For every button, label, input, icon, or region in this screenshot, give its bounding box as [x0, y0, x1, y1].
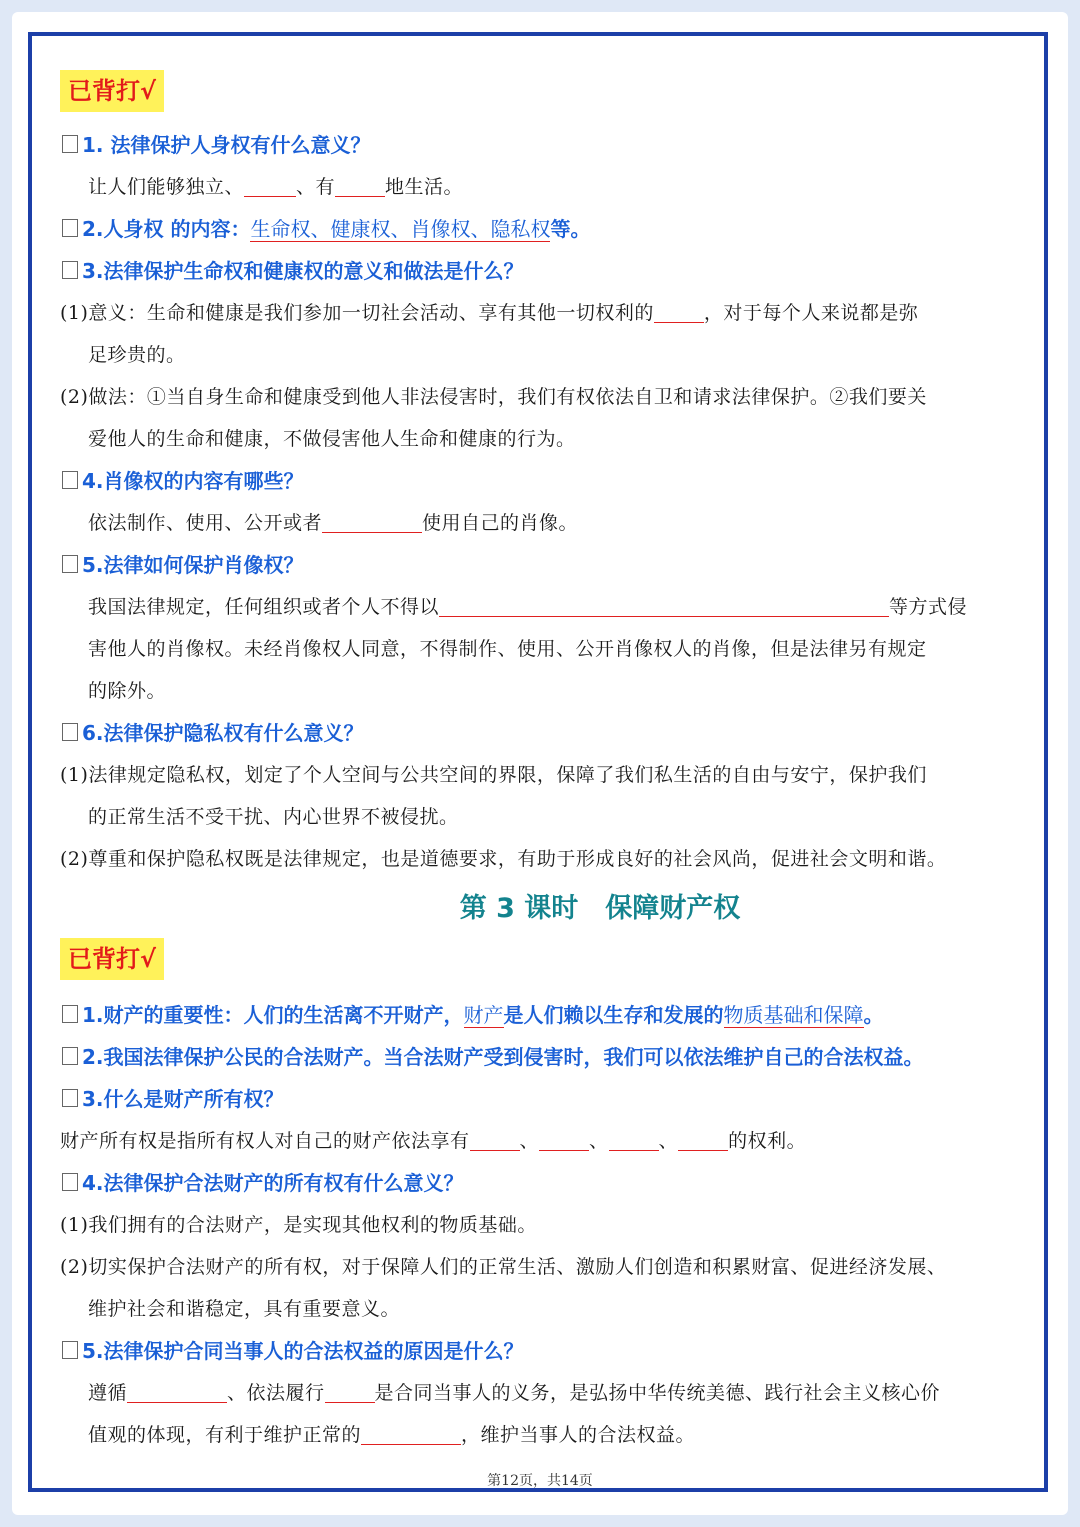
checkbox[interactable] [62, 723, 78, 741]
answer-5-cont2: 的除外。 [88, 680, 167, 702]
property-question-4[interactable]: 4.法律保护合法财产的所有权有什么意义？ [60, 1162, 1020, 1204]
answer-4: 依法制作、使用、公开或者 使用自己的肖像。 [60, 502, 1020, 544]
property-question-5[interactable]: 5.法律保护合同当事人的合法权益的原因是什么？ [60, 1330, 1020, 1372]
checkbox[interactable] [62, 219, 78, 237]
checkbox[interactable] [62, 1005, 78, 1023]
property-answer-4-2: (2)切实保护合法财产的所有权，对于保障人们的正常生活、激励人们创造和积累财富、促进经济发展、 [60, 1256, 947, 1278]
answer-3-1-cont: 足珍贵的。 [88, 344, 186, 366]
answer-6-1-cont: 的正常生活不受干扰、内心世界不被侵扰。 [88, 806, 459, 828]
checkbox[interactable] [62, 1089, 78, 1107]
fill-blank[interactable] [470, 1124, 520, 1151]
recited-badge: 已背打√ [60, 70, 164, 112]
question-2[interactable]: 2.人身权 的内容：生命权、健康权、肖像权、隐私权等。 [60, 208, 1020, 250]
fill-blank[interactable] [322, 506, 422, 533]
property-question-1[interactable]: 1.财产的重要性：人们的生活离不开财产，财产是人们赖以生存和发展的物质基础和保障。 [60, 994, 1020, 1036]
checkbox[interactable] [62, 471, 78, 489]
question-1[interactable]: 1. 法律保护人身权有什么意义？ [60, 124, 1020, 166]
checkbox[interactable] [62, 261, 78, 279]
answer-1: 让人们能够独立、 、有 地生活。 [60, 166, 1020, 208]
fill-blank[interactable] [244, 170, 296, 197]
answer-3-1: (1)意义：生命和健康是我们参加一切社会活动、享有其他一切权利的 ，对于每个人来说都是弥 [60, 292, 1020, 334]
property-answer-3: 财产所有权是指所有权人对自己的财产依法享有 、 、 、 的权利。 [60, 1120, 1020, 1162]
property-answer-5: 遵循 、依法履行 是合同当事人的义务，是弘扬中华传统美德、践行社会主义核心价 [60, 1372, 1020, 1414]
fill-blank[interactable] [678, 1124, 728, 1151]
answer-6-1: (1)法律规定隐私权，划定了个人空间与公共空间的界限，保障了我们私生活的自由与安宁，保护我们 [60, 764, 927, 786]
content [60, 70, 1020, 1456]
property-answer-5-cont: 值观的体现，有利于维护正常的 ，维护当事人的合法权益。 [60, 1414, 1020, 1456]
question-5[interactable]: 5.法律如何保护肖像权？ [60, 544, 1020, 586]
property-answer-4-1: (1)我们拥有的合法财产，是实现其他权利的物质基础。 [60, 1214, 537, 1236]
answer-5-cont: 害他人的肖像权。未经肖像权人同意，不得制作、使用、公开肖像权人的肖像，但是法律另有规定 [88, 638, 927, 660]
recited-badge: 已背打√ [60, 938, 164, 980]
fill-blank[interactable] [654, 296, 704, 323]
fill-blank[interactable] [361, 1418, 461, 1445]
fill-blank[interactable] [335, 170, 385, 197]
checkbox[interactable] [62, 1047, 78, 1065]
question-3[interactable]: 3.法律保护生命权和健康权的意义和做法是什么？ [60, 250, 1020, 292]
fill-blank[interactable] [127, 1376, 227, 1403]
fill-blank[interactable] [609, 1124, 659, 1151]
answer-6-2: (2)尊重和保护隐私权既是法律规定，也是道德要求，有助于形成良好的社会风尚，促进社会文明和谐。 [60, 848, 947, 870]
property-question-3[interactable]: 3.什么是财产所有权？ [60, 1078, 1020, 1120]
answer-3-2: (2)做法：①当自身生命和健康受到他人非法侵害时，我们有权依法自卫和请求法律保护。②我们要关 [60, 386, 927, 408]
checkbox[interactable] [62, 135, 78, 153]
section-title: 第 3 课时 保障财产权 [459, 893, 741, 924]
property-question-2[interactable]: 2.我国法律保护公民的合法财产。当合法财产受到侵害时，我们可以依法维护自己的合法权益。 [60, 1036, 1020, 1078]
answer-5: 我国法律规定，任何组织或者个人不得以 等方式侵 [60, 586, 1020, 628]
checkbox[interactable] [62, 1341, 78, 1359]
question-4[interactable]: 4.肖像权的内容有哪些？ [60, 460, 1020, 502]
checkbox[interactable] [62, 555, 78, 573]
page-number: 第12页，共14页 [487, 1473, 593, 1489]
fill-blank[interactable] [439, 590, 889, 617]
property-answer-4-2-cont: 维护社会和谐稳定，具有重要意义。 [88, 1298, 401, 1320]
question-6[interactable]: 6.法律保护隐私权有什么意义？ [60, 712, 1020, 754]
answer-3-2-cont: 爱他人的生命和健康，不做侵害他人生命和健康的行为。 [88, 428, 576, 450]
fill-blank[interactable] [539, 1124, 589, 1151]
fill-blank[interactable] [325, 1376, 375, 1403]
checkbox[interactable] [62, 1173, 78, 1191]
